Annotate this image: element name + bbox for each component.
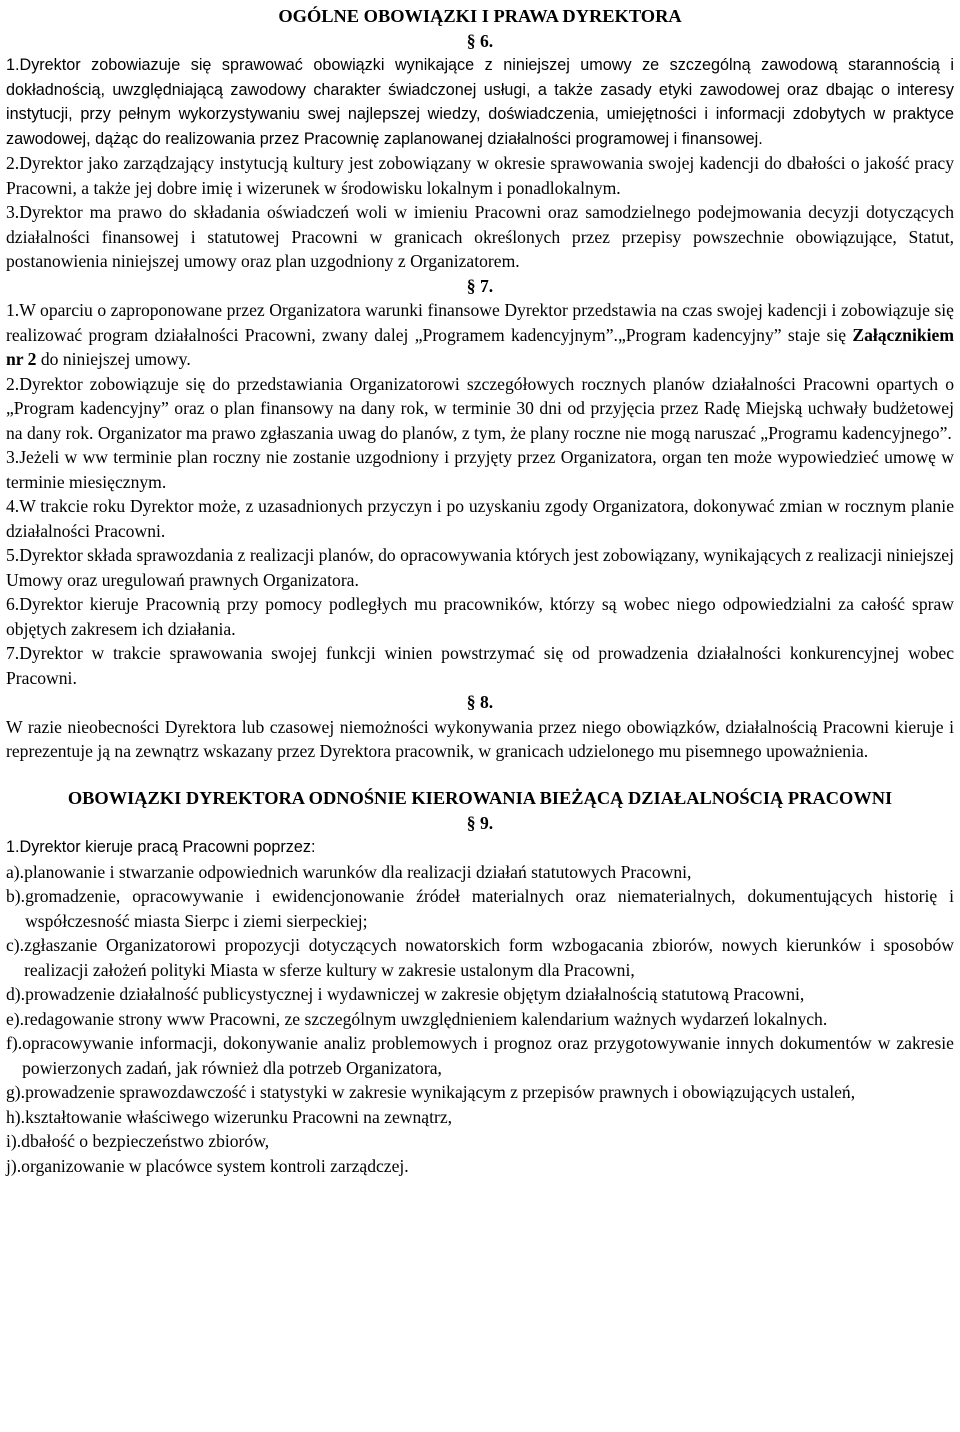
list-item xyxy=(6,1105,954,1130)
paragraph-number-6: § 6. xyxy=(466,30,494,51)
paragraph-7-2: 2.Dyrektor zobowiązuje się do przedstawiania Organizatorowi szczegółowych rocznych planów działalności Pracowni opartych o „Program kadencyjny” oraz o plan finansowy na dany rok, w terminie 30 dni od przyjęcia przez Radę Miejską uchwały budżetowej na dany rok. Organizator ma prawo zgłaszania uwag do planów, z tym, że plany roczne nie mogą naruszać „Programu kadencyjnego”. xyxy=(6,373,954,443)
paragraph-8-1: W razie nieobecności Dyrektora lub czasowej niemożności wykonywania przez niego obowiązków, działalnością Pracowni kieruje i reprezentuje ją na zewnątrz wskazany przez Dyrektora pracownik, w granicach udzielonego mu pisemnego upoważnienia. xyxy=(6,716,954,761)
paragraph-number-9: § 9. xyxy=(466,812,494,833)
list-item xyxy=(6,1080,954,1105)
paragraph-7-4: 4.W trakcie roku Dyrektor może, z uzasadnionych przyczyn i po uzyskaniu zgody Organizatora, dokonywać zmian w rocznym planie działalności Pracowni. xyxy=(6,496,954,541)
list-item-text: planowanie i stwarzanie odpowiednich warunków dla realizacji działań statutowych Pracowni, xyxy=(24,861,692,882)
paragraph-9-intro: 1.Dyrektor kieruje pracą Pracowni poprzez: xyxy=(6,838,316,856)
list-item-text: kształtowanie właściwego wizerunku Pracowni na zewnątrz, xyxy=(25,1106,453,1127)
list-item-marker: d). xyxy=(6,984,26,1004)
paragraph-7-3: 3.Jeżeli w ww terminie plan roczny nie zostanie uzgodniony i przyjęty przez Organizatora, organ ten może wypowiedzieć umowę w terminie miesięcznym. xyxy=(6,447,954,492)
list-item-text: redagowanie strony www Pracowni, ze szczególnym uwzględnieniem kalendarium ważnych wydarzeń lokalnych. xyxy=(24,1008,828,1029)
list-item xyxy=(6,1007,954,1032)
list-item-marker: i). xyxy=(6,1131,22,1151)
list-item-text: prowadzenie sprawozdawczość i statystyki w zakresie wynikającym z przepisów prawnych i obowiązujących ustaleń, xyxy=(25,1082,856,1102)
list-item-text: gromadzenie, opracowywanie i ewidencjonowanie źródeł materialnych oraz niematerialnych, dokumentujących historię i współczesność miasta Sierpc i ziemi sierpeckiej; xyxy=(25,886,954,931)
list-item-text: dbałość o bezpieczeństwo zbiorów, xyxy=(21,1131,270,1151)
paragraph-6-1: 1.Dyrektor zobowiazuje się sprawować obowiązki wynikające z niniejszej umowy ze szczególną zawodową starannością i dokładnością, uwzględniającą zawodowy charakter świadczonej usługi, a także zasady etyki zawodowej oraz dbając o interesy instytucji, przy pełnym wykorzystywaniu swej najlepszej wiedzy, doświadczenia, umiejętności i informacji zdobytych w praktyce zawodowej, dążąc do realizowania przez Pracownię zaplanowanej działalności programowej i finansowej. xyxy=(6,56,954,148)
list-item-marker: h). xyxy=(6,1106,26,1127)
list-item-marker: c). xyxy=(6,935,25,955)
list-item-text: zgłaszanie Organizatorowi propozycji dotyczących nowatorskich form wzbogacania zbiorów, nowych kierunków i sposobów realizacji założeń polityki Miasta w sferze kultury w zakresie ustalonym dla Pracowni, xyxy=(24,935,954,980)
list-item xyxy=(6,1031,954,1080)
list-item-marker: b). xyxy=(6,886,26,906)
list-item-marker: j). xyxy=(6,1155,22,1176)
paragraph-7-1-text-a: 1.W oparciu o zaproponowane przez Organizatora warunki finansowe Dyrektor przedstawia na czas swojej kadencji i zobowiązuje się realizować program działalności Pracowni, zwany dalej „Programem kadencyjnym”.„Program kadencyjny” staje się xyxy=(6,300,954,345)
list-item-marker: e). xyxy=(6,1008,25,1029)
paragraph-7-6: 6.Dyrektor kieruje Pracownią przy pomocy podległych mu pracowników, którzy są wobec niego odpowiedzialni za całość spraw objętych zakresem ich działania. xyxy=(6,594,954,639)
list-item xyxy=(6,933,954,982)
list-item-marker: g). xyxy=(6,1082,26,1102)
paragraph-number-8: § 8. xyxy=(466,692,494,712)
list-item-text: prowadzenie działalność publicystycznej i wydawniczej w zakresie objętym działalnością statutową Pracowni, xyxy=(25,984,805,1004)
paragraph-number-7: § 7. xyxy=(466,275,494,296)
list-item xyxy=(6,860,954,885)
list-item xyxy=(6,884,954,933)
paragraph-7-7: 7.Dyrektor w trakcie sprawowania swojej funkcji winien powstrzymać się od prowadzenia działalności konkurencyjnej wobec Pracowni. xyxy=(6,643,954,688)
paragraph-7-5: 5.Dyrektor składa sprawozdania z realizacji planów, do opracowywania których jest zobowiązany, wynikających z realizacji niniejszej Umowy oraz uregulowań prawnych Organizatora. xyxy=(6,545,954,590)
list-item-marker: f). xyxy=(6,1033,23,1053)
list-item xyxy=(6,1154,954,1179)
duties-list xyxy=(6,860,954,1179)
paragraph-7-1-text-b: do niniejszej umowy. xyxy=(36,349,191,369)
section-heading-management: OBOWIĄZKI DYREKTORA ODNOŚNIE KIEROWANIA BIEŻĄCĄ DZIAŁALNOŚCIĄ PRACOWNI xyxy=(67,787,893,808)
list-item-marker: a). xyxy=(6,861,25,882)
list-item xyxy=(6,1129,954,1154)
paragraph-7-1 xyxy=(6,298,954,372)
paragraph-6-3: 3.Dyrektor ma prawo do składania oświadczeń woli w imieniu Pracowni oraz samodzielnego podejmowania decyzji dotyczących działalności finansowej i statutowej Pracowni w granicach określonych przez przepisy powszechnie obowiązujące, Statut, postanowienia niniejszej umowy oraz plan uzgodniony z Organizatorem. xyxy=(6,202,954,271)
section-heading-general: OGÓLNE OBOWIĄZKI I PRAWA DYREKTORA xyxy=(278,6,682,26)
paragraph-6-2: 2.Dyrektor jako zarządzający instytucją kultury jest zobowiązany w okresie sprawowania swojej kadencji do dbałości o jakość pracy Pracowni, a także jej dobre imię i wizerunek w środowisku lokalnym i ponadlokalnym. xyxy=(6,153,954,198)
list-item xyxy=(6,982,954,1007)
list-item-text: organizowanie w placówce system kontroli zarządczej. xyxy=(21,1155,409,1176)
attachment-reference: Załącznikiem nr 2 xyxy=(6,324,954,369)
list-item-text: opracowywanie informacji, dokonywanie analiz problemowych i prognoz oraz przygotowywanie innych dokumentów w zakresie powierzonych zadań, jak również dla potrzeb Organizatora, xyxy=(22,1033,954,1078)
